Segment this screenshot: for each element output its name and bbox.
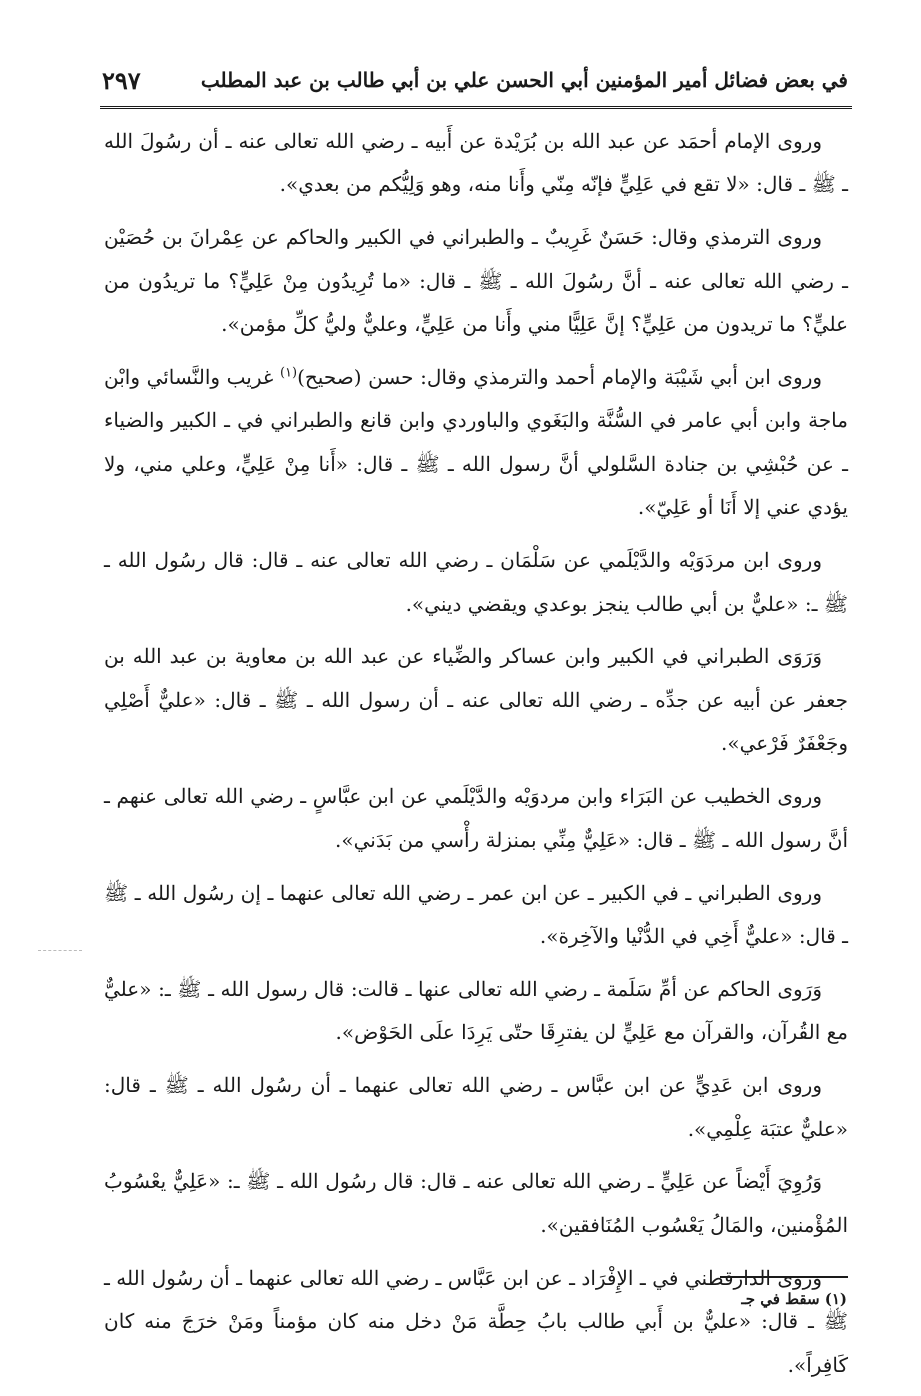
running-header (100, 62, 852, 109)
paragraph-3-rest: غريب والنَّسائي وابْن ماجة وابن أبي عامر في السُّنَّة والبَغَوي والباوردي وابن قانع والطبراني في ـ الكبير والضياء ـ عن حُبْشِي بن جنادة السَّلولي أنَّ رسول الله ـ ﷺ ـ قال: «أَنا مِنْ عَلِيٍّ، وعلي مني، ولا يؤدي عني إلا أَنَا أو عَلِيّ». (104, 365, 848, 520)
paragraph-9: وروى ابن عَدِيٍّ عن ابن عبَّاس ـ رضي الله تعالى عنهما ـ أن رسُول الله ـ ﷺ ـ قال: «عليٌّ عتبَة عِلْمِي». (104, 1073, 848, 1141)
paragraph-2: وروى الترمذي وقال: حَسَنٌ غَرِيبٌ ـ والطبراني في الكبير والحاكم عن عِمْرانَ بن حُصَيْن ـ رضي الله تعالى عنه ـ أنَّ رسُولَ الله ـ ﷺ ـ قال: «ما تُرِيدُون مِنْ عَلِيٍّ؟ ما تريدُون من عليٍّ؟ ما تريدون من عَلِيٍّ؟ إنَّ عَلِيًّا مني وأَنا من عَلِيٍّ، وعليٌّ وليُّ كلِّ مؤمن». (104, 225, 848, 337)
paragraph-8: وَرَوى الحاكم عن أمِّ سَلَمة ـ رضي الله تعالى عنها ـ قالت: قال رسول الله ـ ﷺ ـ: «عليٌّ مع القُرآن، والقرآن مع عَلِيٍّ لن يفترِقَا حتّى يَرِدَا علَى الحَوْض». (104, 976, 848, 1045)
footnote-separator (720, 1276, 848, 1278)
margin-mark (38, 950, 82, 951)
footnote-marker: (١) (279, 365, 298, 381)
paragraph-10: وَرُوِيَ أَيْضاً عن عَلِيٍّ ـ رضي الله تعالى عنه ـ قال: قال رسُول الله ـ ﷺ ـ: «عَلِيٌّ يعْسُوبُ المُؤْمنين، والمَالُ يَعْسُوب المُنَافقين». (104, 1169, 848, 1237)
footnote: (١) سقط في جـ (741, 1290, 847, 1308)
page-number: ٢٩٧ (102, 66, 141, 95)
paragraph-4: وروى ابن مردَوَيْه والدَّيْلَمي عن سَلْمَان ـ رضي الله تعالى عنه ـ قال: قال رسُول الله ـ ﷺ ـ: «عليٌّ بن أبي طالب ينجز بوعدي ويقضي ديني». (104, 548, 848, 616)
paragraph-3-start: وروى ابن أبي شَيْبَة والإمام أحمد والترمذي وقال: حسن (صحيح) (297, 365, 823, 390)
paragraph-1: وروى الإمام أحمَد عن عبد الله بن بُرَيْدة عن أَبيه ـ رضي الله تعالى عنه ـ أن رسُولَ الله ـ ﷺ ـ قال: «لا تقع في عَلِيٍّ فإنّه مِنّي وأَنا منه، وهو وَلِيُّكم من بعدي». (104, 129, 848, 197)
paragraph-11: وروى الدارقطني في ـ الإِفْرَاد ـ عن ابن عَبَّاس ـ رضي الله تعالى عنهما ـ أن رسُول الله ـ ﷺ ـ قال: «عليٌّ بن أَبي طالب بابُ حِطَّة مَنْ دخل منه كان مؤمناً ومَنْ خرَجَ منه كان كَافِراً». (104, 1265, 848, 1377)
running-title: في بعض فضائل أمير المؤمنين أبي الحسن علي بن أبي طالب بن عبد المطلب (200, 68, 848, 92)
paragraph-6: وروى الخطيب عن البَرَاء وابن مردوَيْه والدَّيْلَمي عن ابن عبَّاسٍ ـ رضي الله تعالى عنهم ـ أنَّ رسول الله ـ ﷺ ـ قال: «عَلِيٌّ مِنِّي بمنزلة رأْسي من بَدَني». (104, 784, 848, 852)
paragraph-5: وَرَوَى الطبراني في الكبير وابن عساكر والضِّياء عن عبد الله بن معاوية بن عبد الله بن جعفر عن أبيه عن جدِّه ـ رضي الله تعالى عنه ـ أن رسول الله ـ ﷺ ـ قال: «عليٌّ أَصْلِي وجَعْفَرٌ فَرْعي». (104, 644, 848, 756)
paragraph-3 (104, 356, 848, 530)
main-text (104, 120, 848, 1396)
paragraph-7: وروى الطبراني ـ في الكبير ـ عن ابن عمر ـ رضي الله تعالى عنهما ـ إن رسُول الله ـ ﷺ ـ قال: «عليٌّ أَخِي في الدُّنْيا والآخِرة». (104, 880, 848, 948)
